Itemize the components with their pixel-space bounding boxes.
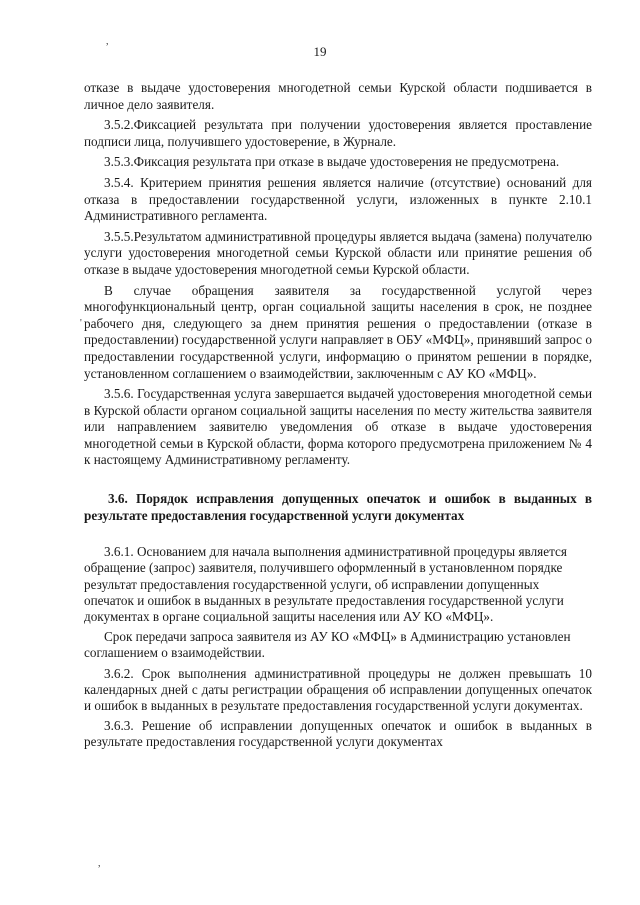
document-body <box>84 80 592 755</box>
paragraph-deadline: Срок передачи запроса заявителя из АУ КО «МФЦ» в Администрацию установлен соглашением о взаимодействии. <box>84 629 571 661</box>
paragraph-mfc: В случае обращения заявителя за государственной услугой через многофункциональный центр, орган социальной защиты населения в срок, не позднее рабочего дня, следующего за днем принятия решения о предоставлении (отказе в предоставлении) государственной услуги направляет в ОБУ «МФЦ», принявший запрос о предоставлении государственной услуги, информацию о принятом решении в порядке, установленном соглашением о взаимодействии, заключенным с АУ КО «МФЦ». <box>84 282 592 381</box>
paragraph-3-5-4: 3.5.4. Критерием принятия решения является наличие (отсутствие) оснований для отказа в предоставлении государственной услуги, изложенных в пункте 2.10.1 Административного регламента. <box>84 174 592 224</box>
paragraph-3-6-1: 3.6.1. Основанием для начала выполнения административной процедуры является обращение (запрос) заявителя, получившего оформленный в установленном порядке результат предоставления государственной услуги, об исправлении допущенных опечаток и ошибок в выданных в результате предоставления государственной услуги документах в органе социальной защиты населения или АУ КО «МФЦ». <box>84 544 567 625</box>
scan-mark: ' <box>80 318 82 329</box>
scan-mark: , <box>98 858 101 869</box>
section-body <box>84 544 592 750</box>
page-number: 19 <box>313 44 327 59</box>
paragraph-continuation: отказе в выдаче удостоверения многодетной семьи Курской области подшивается в личное дело заявителя. <box>84 80 592 112</box>
paragraph-3-6-2: 3.6.2. Срок выполнения административной процедуры не должен превышать 10 календарных дней с даты регистрации обращения об исправлении допущенных опечаток и ошибок в выданных в результате предоставления государственной услуги документах. <box>84 665 592 714</box>
paragraph-3-6-3: 3.6.3. Решение об исправлении допущенных опечаток и ошибок в выданных в результате предоставления государственной услуги документах <box>84 718 592 750</box>
section-title: 3.6. Порядок исправления допущенных опечаток и ошибок в выданных в результате предоставления государственной услуги документах <box>84 491 592 523</box>
paragraph-3-5-2: 3.5.2.Фиксацией результата при получении удостоверения является проставление подписи лица, получившего удостоверение, в Журнале. <box>84 117 592 149</box>
scan-mark: , <box>106 36 109 47</box>
paragraph-3-5-6: 3.5.6. Государственная услуга завершается выдачей удостоверения многодетной семьи в Курской области органом социальной защиты населения по месту жительства заявителя или направлением заявителю уведомления об отказе в выдаче удостоверения многодетной семьи в Курской области, форма которого предусмотрена приложением № 4 к настоящему Административному регламенту. <box>84 386 592 468</box>
paragraph-3-5-5: 3.5.5.Результатом административной процедуры является выдача (замена) получателю услуги удостоверения многодетной семьи Курской области или принятие решения об отказе в выдаче удостоверения многодетной семьи Курской области. <box>84 228 592 277</box>
paragraph-3-5-3: 3.5.3.Фиксация результата при отказе в выдаче удостоверения не предусмотрена. <box>104 154 560 170</box>
